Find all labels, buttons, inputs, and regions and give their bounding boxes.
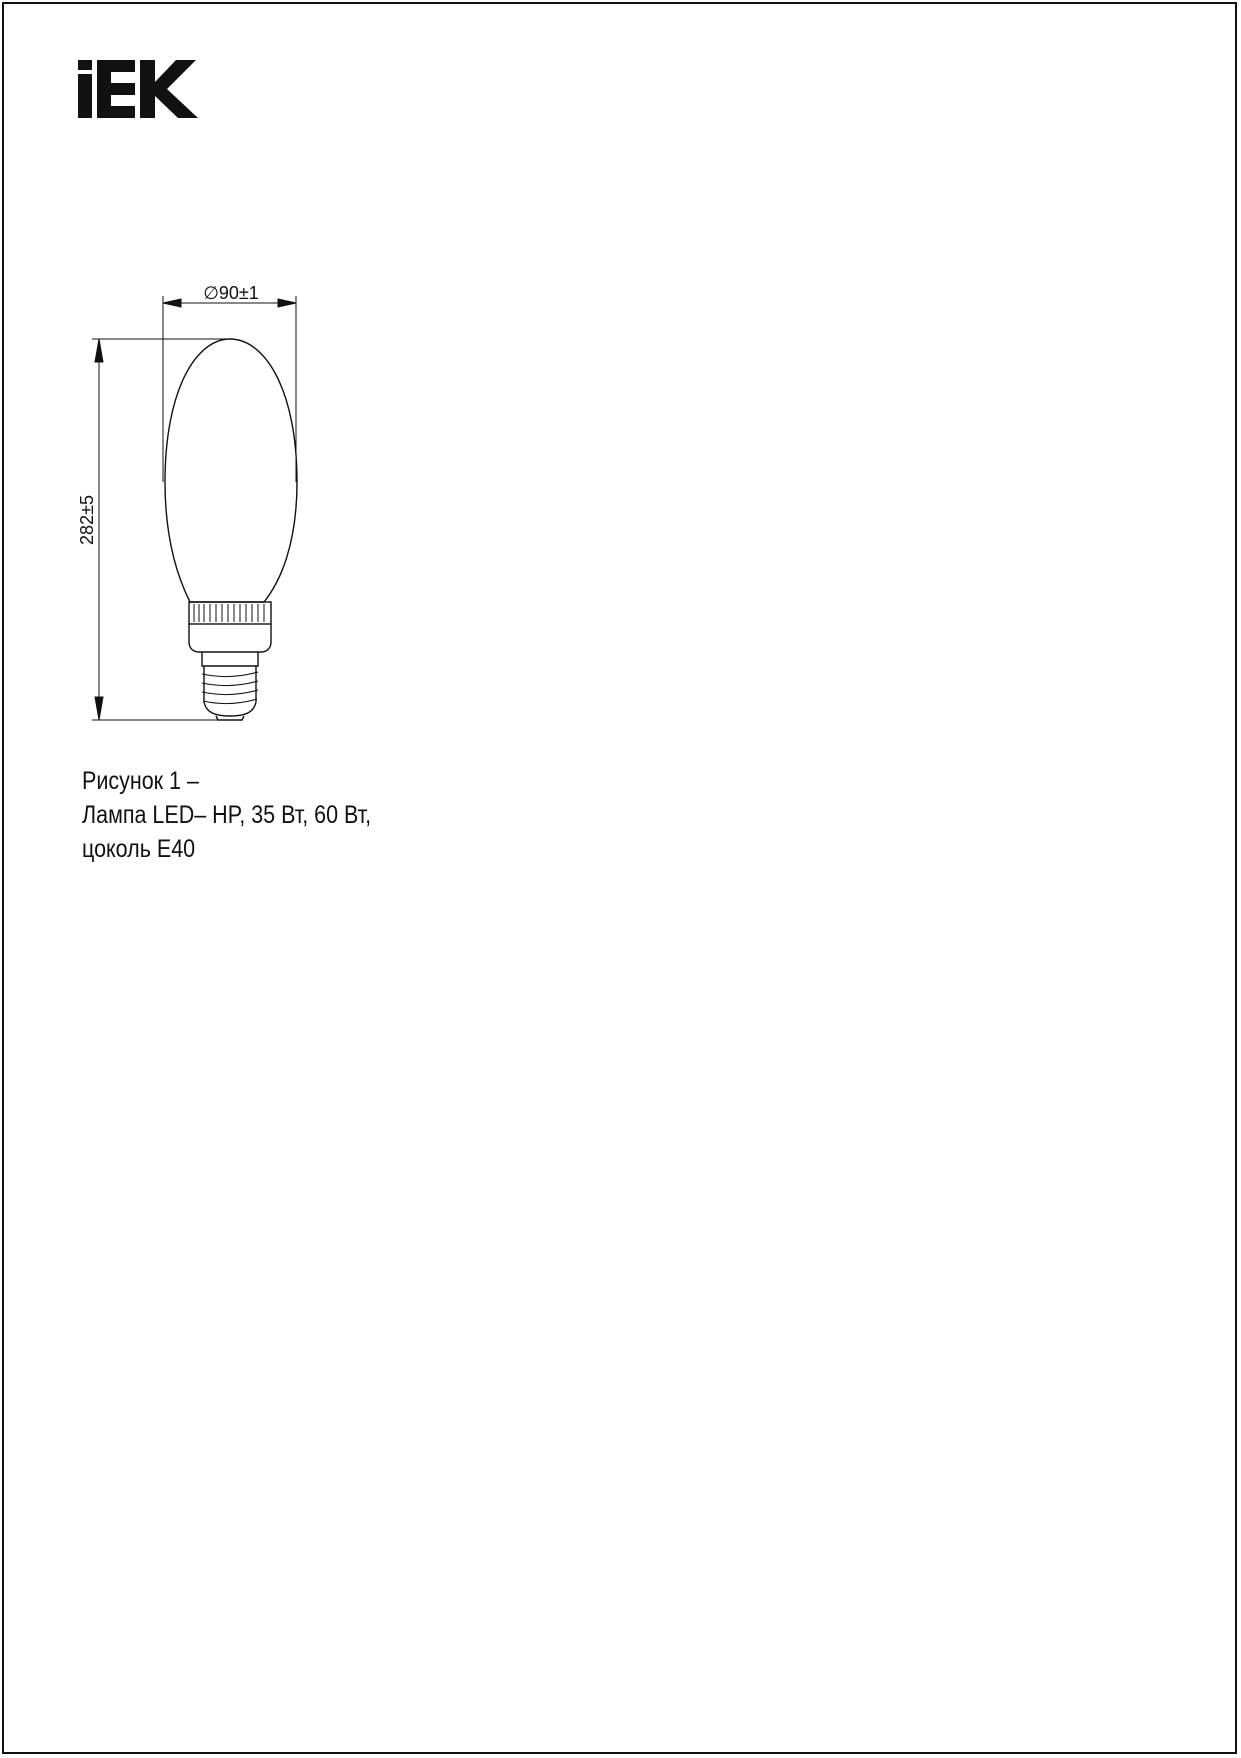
collar xyxy=(189,602,271,624)
caption-line-1: Рисунок 1 – xyxy=(82,767,199,795)
diameter-label: ∅90±1 xyxy=(203,283,259,303)
housing xyxy=(189,624,271,652)
screw-base xyxy=(204,666,256,716)
height-dimension xyxy=(92,339,232,720)
height-label: 282±5 xyxy=(77,495,97,545)
bulb-outline xyxy=(165,339,297,602)
figure-caption xyxy=(82,764,371,866)
caption-line-3: цоколь E40 xyxy=(82,835,196,863)
caption-line-2: Лампа LED– HP, 35 Вт, 60 Вт, xyxy=(82,801,372,829)
diameter-dimension xyxy=(163,296,296,482)
